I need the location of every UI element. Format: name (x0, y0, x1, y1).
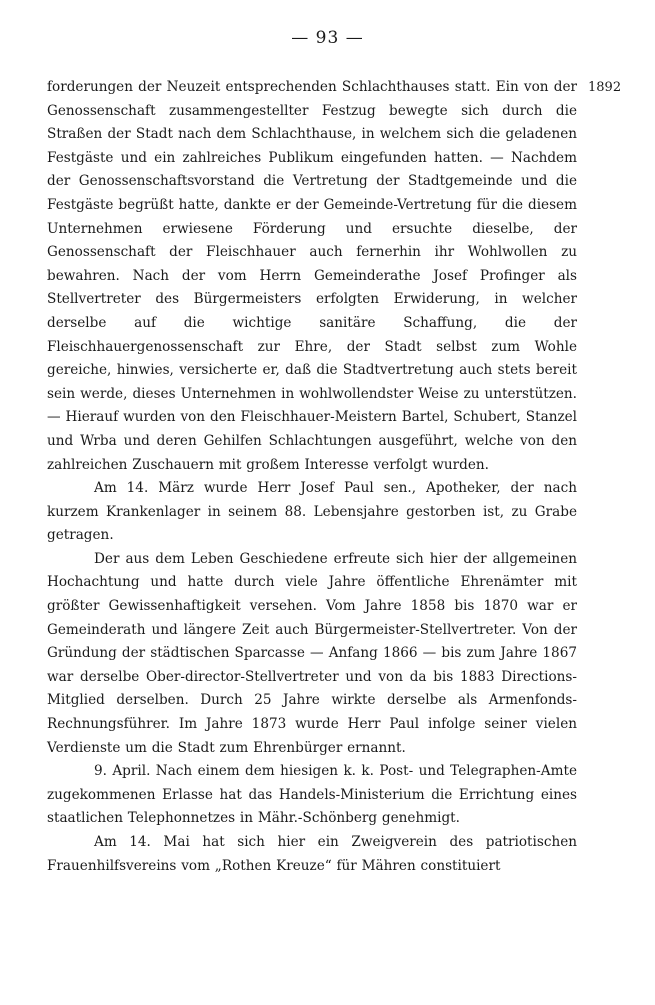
page-number: — 93 — (291, 28, 364, 48)
paragraph-funeral-paul: Am 14. März wurde Herr Josef Paul sen., Apotheker, der nach kurzem Krankenlager in seinem 88. Lebensjahre gestorben ist, zu Grabe getragen. (47, 480, 577, 544)
body-text (47, 76, 577, 878)
paragraph-telephone-network: 9. April. Nach einem dem hiesigen k. k. Post- und Telegraphen-Amte zugekommenen Erlasse hat das Handels-Ministerium die Errichtung eines staatlichen Telephonnetzes in Mähr.-Schönberg genehmigt. (47, 763, 577, 827)
paragraph-slaughterhouse-opening: forderungen der Neuzeit entsprechenden Schlachthauses statt. Ein von der Genossenschaft zusammengestellter Festzug bewegte sich durch die Straßen der Stadt nach dem Schlachthause, in welchem sich die geladenen Festgäste und ein zahlreiches Publikum eingefunden hatten. — Nachdem der Genossenschaftsvorstand die Vertretung der Stadtgemeinde und die Festgäste begrüßt hatte, dankte er der Gemeinde-Vertretung für die diesem Unternehmen erwiesene Förderung und ersuchte dieselbe, der Genossenschaft der Fleischhauer auch fernerhin ihr Wohlwollen zu bewahren. Nach der vom Herrn Gemeinderathe Josef Profinger als Stellvertreter des Bürgermeisters erfolgten Erwiderung, in welcher derselbe auf die wichtige sanitäre Schaffung, die der Fleischhauergenossenschaft zur Ehre, der Stadt selbst zum Wohle gereiche, hinwies, versicherte er, daß die Stadtvertretung auch stets bereit sein werde, dieses Unternehmen in wohlwollendster Weise zu unterstützen. — Hierauf wurden von den Fleischhauer-Meistern Bartel, Schubert, Stanzel und Wrba und deren Gehilfen Schlachtungen ausgeführt, welche von den zahlreichen Zuschauern mit großem Interesse verfolgt wurden. (47, 79, 577, 473)
paragraph-red-cross-branch: Am 14. Mai hat sich hier ein Zweigverein des patriotischen Frauenhilfsvereins vom „Rothen Kreuze“ für Mähren constituiert (47, 834, 577, 874)
margin-year-note: 1892 (588, 80, 622, 95)
paragraph-paul-biography: Der aus dem Leben Geschiedene erfreute sich hier der allgemeinen Hochachtung und hatte durch viele Jahre öffentliche Ehrenämter mit größter Gewissenhaftigkeit versehen. Vom Jahre 1858 bis 1870 war er Gemeinderath und längere Zeit auch Bürgermeister-Stellvertreter. Von der Gründung der städtischen Sparcasse — Anfang 1866 — bis zum Jahre 1867 war derselbe Ober-director-Stellvertreter und von da bis 1883 Directions-Mitglied derselben. Durch 25 Jahre wirkte derselbe als Armenfonds-Rechnungsführer. Im Jahre 1873 wurde Herr Paul infolge seiner vielen Verdienste um die Stadt zum Ehrenbürger ernannt. (47, 550, 577, 756)
